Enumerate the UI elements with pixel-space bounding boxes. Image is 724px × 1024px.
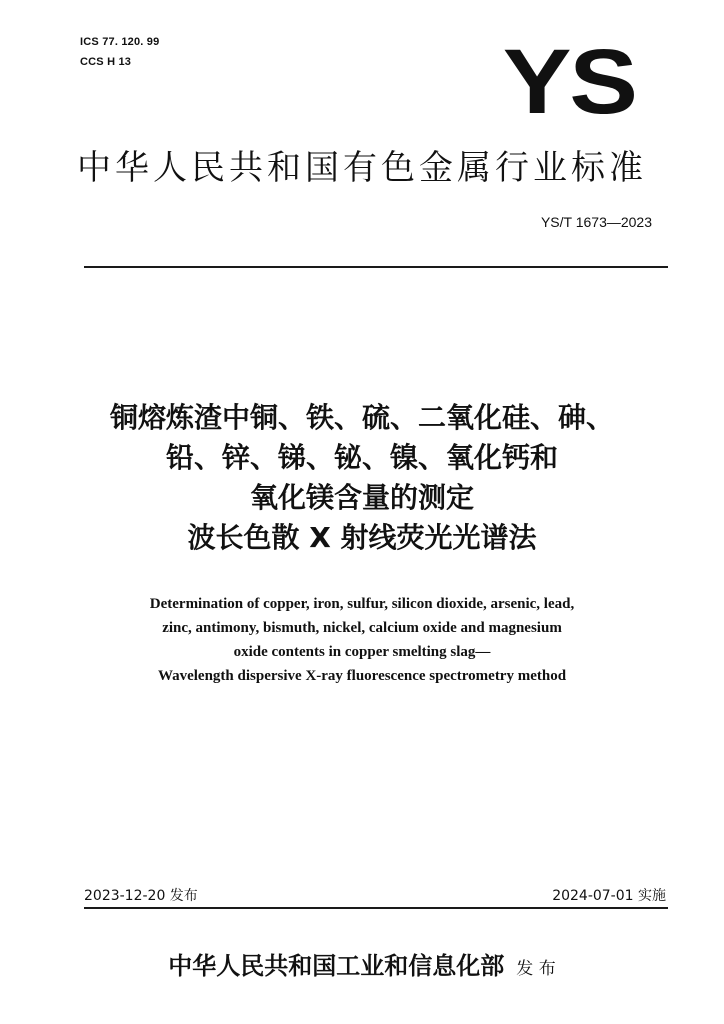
chinese-title-line: 铜熔炼渣中铜、铁、硫、二氧化硅、砷、 (109, 401, 614, 434)
chinese-title-line: 氧化镁含量的测定 (249, 481, 474, 514)
english-title (40, 592, 684, 688)
classification-codes (80, 32, 159, 72)
english-title-line: Wavelength dispersive X-ray fluorescence spectrometry method (157, 668, 567, 684)
publisher (0, 950, 724, 985)
footer-divider (84, 907, 668, 909)
chinese-title-line: 铅、锌、锑、铋、镍、氧化钙和 (165, 441, 558, 474)
implementation-date: 2024-07-01 实施 (552, 888, 666, 904)
ccs-code: CCS H 13 (80, 56, 132, 68)
header-divider (84, 266, 668, 268)
publisher-suffix: 发 布 (516, 959, 556, 979)
chinese-title-line: 波长色散 X 射线荧光光谱法 (187, 521, 537, 554)
publisher-name: 中华人民共和国工业和信息化部 (168, 951, 505, 980)
chinese-title (40, 398, 684, 558)
release-date: 2023-12-20 发布 (84, 888, 198, 904)
standard-number: YS/T 1673—2023 (540, 214, 652, 230)
english-title-line: oxide contents in copper smelting slag— (233, 644, 491, 660)
english-title-line: zinc, antimony, bismuth, nickel, calcium oxide and magnesium (162, 620, 562, 636)
ics-code: ICS 77. 120. 99 (80, 36, 160, 48)
english-title-line: Determination of copper, iron, sulfur, silicon dioxide, arsenic, lead, (149, 596, 575, 612)
ys-logo: YS (503, 31, 636, 133)
industry-standard-title: 中华人民共和国有色金属行业标准 (77, 148, 647, 188)
